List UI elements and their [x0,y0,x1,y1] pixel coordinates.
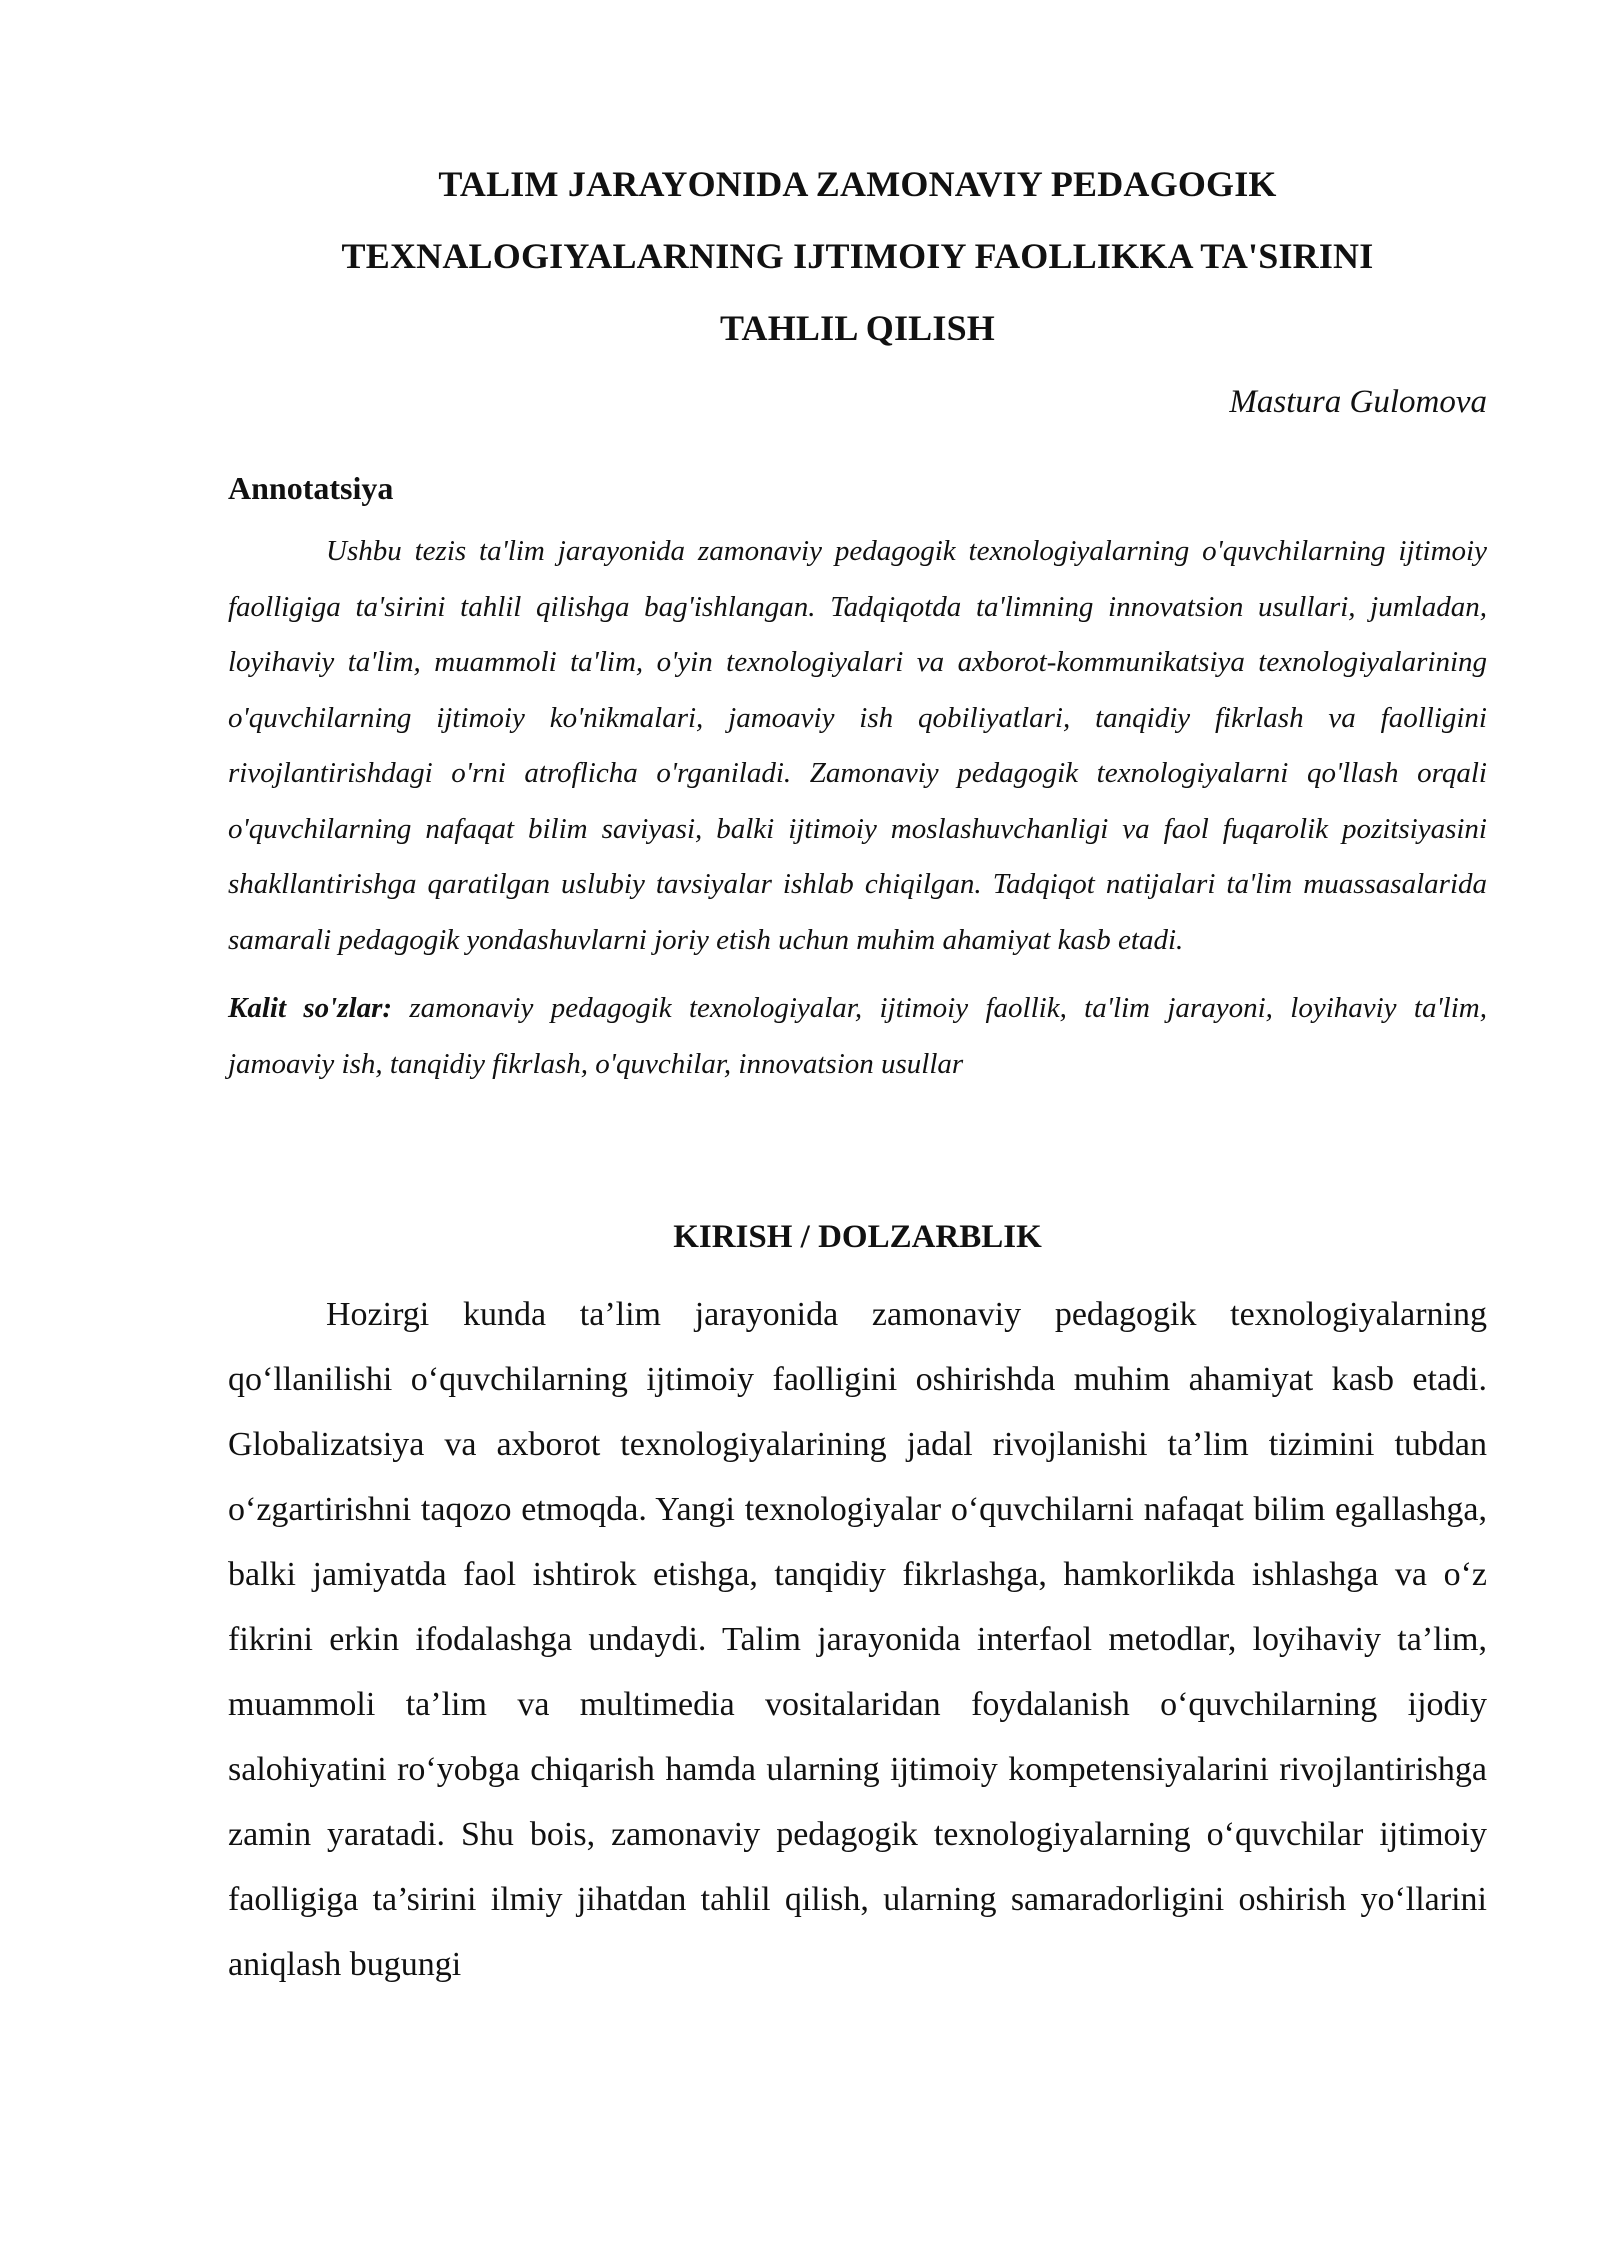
abstract-text: Ushbu tezis ta'lim jarayonida zamonaviy pedagogik texnologiyalarning o'quvchilarning ijtimoiy faolligiga ta'sirini tahlil qilishga bag'ishlangan. Tadqiqotda ta'limning innovatsion usullari, jumladan, loyihaviy ta'lim, muammoli ta'lim, o'yin texnologiyalari va axborot-kommunikatsiya texnologiyalarining o'quvchilarning ijtimoiy ko'nikmalari, jamoaviy ish qobiliyatlari, tanqidiy fikrlash va faolligini rivojlantirishdagi o'rni atroflicha o'rganiladi. Zamonaviy pedagogik texnologiyalarni qo'llash orqali o'quvchilarning nafaqat bilim saviyasi, balki ijtimoiy moslashuvchanligi va faol fuqarolik pozitsiyasini shakllantirishga qaratilgan uslubiy tavsiyalar ishlab chiqilgan. Tadqiqot natijalari ta'lim muassasalarida samarali pedagogik yondashuvlarni joriy etish uchun muhim ahamiyat kasb etadi. [228,535,1487,956]
keywords-label: Kalit so'zlar: [228,992,393,1024]
title-line-1: TALIM JARAYONIDA ZAMONAVIY PEDAGOGIK [438,164,1277,204]
paper-title [228,148,1487,364]
document-page [228,0,1487,1997]
section-heading: KIRISH / DOLZARBLIK [673,1219,1042,1255]
abstract-heading: Annotatsiya [228,470,394,506]
title-line-3: TAHLIL QILISH [719,308,996,348]
keywords [228,981,1487,1092]
author-name: Mastura Gulomova [1229,384,1487,420]
title-line-2: TEXNALOGIYALARNING IJTIMOIY FAOLLIKKA TA'SIRINI [341,236,1374,276]
section-body-text: Hozirgi kunda ta’lim jarayonida zamonaviy pedagogik texnologiyalarning qo‘llanilishi o‘quvchilarning ijtimoiy faolligini oshirishda muhim ahamiyat kasb etadi. Globalizatsiya va axborot texnologiyalarining jadal rivojlanishi ta’lim tizimini tubdan o‘zgartirishni taqozo etmoqda. Yangi texnologiyalar o‘quvchilarni nafaqat bilim egallashga, balki jamiyatda faol ishtirok etishga, tanqidiy fikrlashga, hamkorlikda ishlashga va o‘z fikrini erkin ifodalashga undaydi. Talim jarayonida interfaol metodlar, loyihaviy ta’lim, muammoli ta’lim va multimedia vositalaridan foydalanish o‘quvchilarning ijodiy salohiyatini ro‘yobga chiqarish hamda ularning ijtimoiy kompetensiyalarini rivojlantirishga zamin yaratadi. Shu bois, zamonaviy pedagogik texnologiyalarning o‘quvchilar ijtimoiy faolligiga ta’sirini ilmiy jihatdan tahlil qilish, ularning samaradorligini oshirish yo‘llarini aniqlash bugungi [228,1296,1487,1983]
keywords-text: zamonaviy pedagogik texnologiyalar, ijtimoiy faollik, ta'lim jarayoni, loyihaviy ta'lim, jamoaviy ish, tanqidiy fikrlash, o'quvchilar, innovatsion usullar [228,992,1487,1080]
